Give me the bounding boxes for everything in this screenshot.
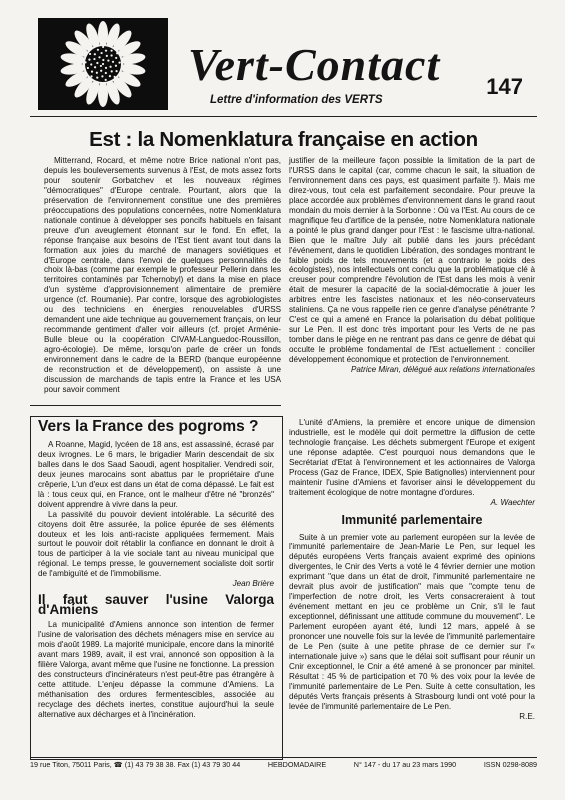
pogroms-signature: Jean Brière [232,579,274,589]
footer-divider [30,757,537,758]
masthead-title: Vert-Contact [188,39,441,90]
masthead-divider [30,116,537,117]
section-divider [30,405,281,406]
main-headline: Est : la Nomenklatura française en action [89,128,478,151]
footer-periodicity: HEBDOMADAIRE [267,760,327,769]
main-article-column-2 [289,156,535,375]
valorga-text-2: L'unité d'Amiens, la première et encore unique de dimension industrielle, est le modèle qui doit permettre la diffusion de cette technologie française. Les déchets submergent l'Europe et exigent une réponse adaptée. C'est pourquoi nous demandons que le Secrétariat d'Etat à l'environnement et les actionnaires de Valorga Process (Gaz de France, IDEX, Spie Batignolles) interviennent pour maintenir l'usine d'Amiens et favoriser ainsi le développement du traitement écologique de notre montagne d'ordures. [289,418,535,497]
valorga-text-1: La municipalité d'Amiens annonce son intention de fermer l'usine de valorisation des déchets ménagers mise en service au mois d'août 1989. La majorité municipale, encore dans la minorité avant mars 1989, avait, il est vrai, annoncé son opposition à la filière Valorga, avant même que l'usine ne fonctionne. La pression des constructeurs d'incinérateurs n'est peut-être pas étrangère à cette attitude. L'enjeu dépasse la commune d'Amiens. La méthanisation des ordures fermentescibles, associée au recyclage des déchets inertes, constitue aujourd'hui la seule alternative aux décharges et à l'incinération. [38,620,274,719]
footer [30,760,537,769]
sunflower-logo-icon [38,18,168,110]
issue-number: 147 [486,74,523,99]
valorga-title: Il faut sauver l'usine Valorga d'Amiens [38,592,274,618]
pogroms-article [38,418,274,720]
valorga-signature: A. Waechter [490,497,535,507]
footer-address: 19 rue Titon, 75011 Paris, ☎ (1) 43 79 38 38. Fax (1) 43 79 30 44 [30,760,241,769]
pogroms-text-1: A Roanne, Magid, lycéen de 18 ans, est assassiné, écrasé par deux ivrognes. Le 6 mars, le brigadier Marin descendait de six balles dans le dos Saad Saoudi, agent hospitalier. Vendredi soir, deux jeunes marocains sont abattus par le propriétaire d'une crêperie, L'un d'eux est dans un état de coma dépassé. Le fait est là : tous ceux qui, en France, ont le malheur d'être né "bronzés" doivent apprendre à vivre dans la peur. [38,439,274,509]
pogroms-text-2: La passivité du pouvoir devient intolérable. La sécurité des citoyens doit être assurée, la police épurée de ses éléments douteux et les lois anti-raciste appliquées fermement. Mais surtout le pouvoir doit rétablir la confiance en donnant le droit à tous de participer à la vie sociale tant au niveau municipal que régional. Le temps presse, le gouvernement socialiste doit sortir de l'ambiguïté et de l'immobilisme. [38,509,274,579]
pogroms-title: Vers la France des pogroms ? [38,418,259,435]
immunite-text: Suite à un premier vote au parlement européen sur la levée de l'immunité parlementaire de Jean-Marie Le Pen, sur lequel les députés européens Verts français avaient exprimé des opinions divergentes, le Cnir des Verts a voté le 4 février dernier une motion exprimant "que dans un état de droit, l'immunité parlementaire ne devrait plus avoir de justification" mais que "compte tenu de l'imperfection de notre droit, les Verts consacreraient à tout événement mettant en jeu ce problème un Cnir, s'il le faut exceptionnel, définissant une attitude commune du mouvement". Le Parlement européen ayant été, lundi 12 mars, appelé à se prononcer une nouvelle fois sur la levée de l'immunité parlementaire de Le Pen (suite à une petite phrase de ce dernier sur l'« internationale juive ») sans que le délai soit suffisant pour réunir un Cnir exceptionnel, le Cnir a été amené à se prononcer par minitel. Résultat : 45 % de participation et 70 % des voix pour la levée de l'immunité parlementaire de Le Pen. Suite à cette consultation, les députés Verts français présents à Strasbourg lundi ont voté pour la levée de l'immunité parlementaire de Le Pen. [289,532,535,711]
main-article-column-1 [44,156,281,395]
newsletter-page [22,8,545,793]
main-article-text-1: Mitterrand, Rocard, et même notre Brice national n'ont pas, depuis les bouleversements survenus à l'Est, de mots assez forts pour soutenir Gorbatchev et les nouveaux régimes "démocratiques" d'Europe centrale. Pourtant, alors que la préservation de l'environnement constitue une des premières préoccupations des populations concernées, notre Nomenklatura nationale continue à développer ses poncifs habituels en faisant preuve d'un aveuglement étonnant sur le fond. En effet, la réponse française aux besoins de l'Est tient avant tout dans la formation aux joies du marché de managers soviétiques et d'Europe centrale, dans l'envoi de quelques personnalités de choix là-bas (comme par exemple le professeur Pellerin dans les territoires contaminés par Tchernobyl) et dans la mise en place d'un système d'approvisionnement alimentaire de première urgence (cf. Roumanie). Par contre, lorsque des agrobiologistes ou des techniciens en énergies renouvelables d'URSS demandent une aide technique au gouvernement français, on leur recommande gentiment d'aller voir ailleurs (cf. projet Arménie-Bulle bleue ou la coopération CIVAM-Languedoc-Roussillon, agro-écologie). De même, lorsqu'on parle de créer un fonds environnement dans le cadre de la BERD (banque européenne de reconstruction et de développement), on assiste à une discussion de marchands de tapis entre la France et les USA pour savoir comment [44,156,281,394]
main-article-signature: Patrice Miran, délégué aux relations internationales [350,365,535,375]
masthead-tagline: Lettre d'information des VERTS [210,94,383,106]
footer-dates: N° 147 - du 17 au 23 mars 1990 [353,760,457,769]
valorga-continuation [289,418,535,722]
footer-issn: ISSN 0298-8089 [483,760,537,769]
main-article-text-2: justifier de la meilleure façon possible la limitation de la part de l'URSS dans le capital (car, comme chacun le sait, la situation de l'environnement dans ces pays, est quasiment parfaite !). Mais me direz-vous, tout cela est parfaitement secondaire. Pour preuve la place accordée aux problèmes d'environnement dans le grand raout mondain du mois dernier à la Sorbonne : Où va l'Est. Au cours de ce magnifique feu d'artifice de la pensée, notre Nomenklatura nationale a pointé le plus grand danger pour l'Est : le fascisme ultra-national. Bien que le maître July ait publié dans les jours précédant l'événement, dans le quotidien Libération, des sondages montrant le faible poids de tels mouvements (et a contrario le poids des écologistes), nos intellectuels ont conclu que la problématique clé à creuser pour comprendre l'évolution de l'Est dans les mois à venir était de mesurer la capacité de la social-démocratie à jouer les arbitres entre les fascistes nationaux et les néo-conservateurs staliniens. Ça ne vous rappelle rien ce genre d'analyse pénétrante ? C'est ce qui a amené en France la polarisation du débat politique sur Le Pen. Il est donc très important pour les Verts de ne pas tomber dans le piège en ne rentrant pas dans ce genre de débat qui occulte le problème fondamental de l'Est actuellement : concilier développement économique et protection de l'environnement. [289,156,535,365]
immunite-signature: R.E. [519,711,535,721]
immunite-title: Immunité parlementaire [341,512,483,527]
